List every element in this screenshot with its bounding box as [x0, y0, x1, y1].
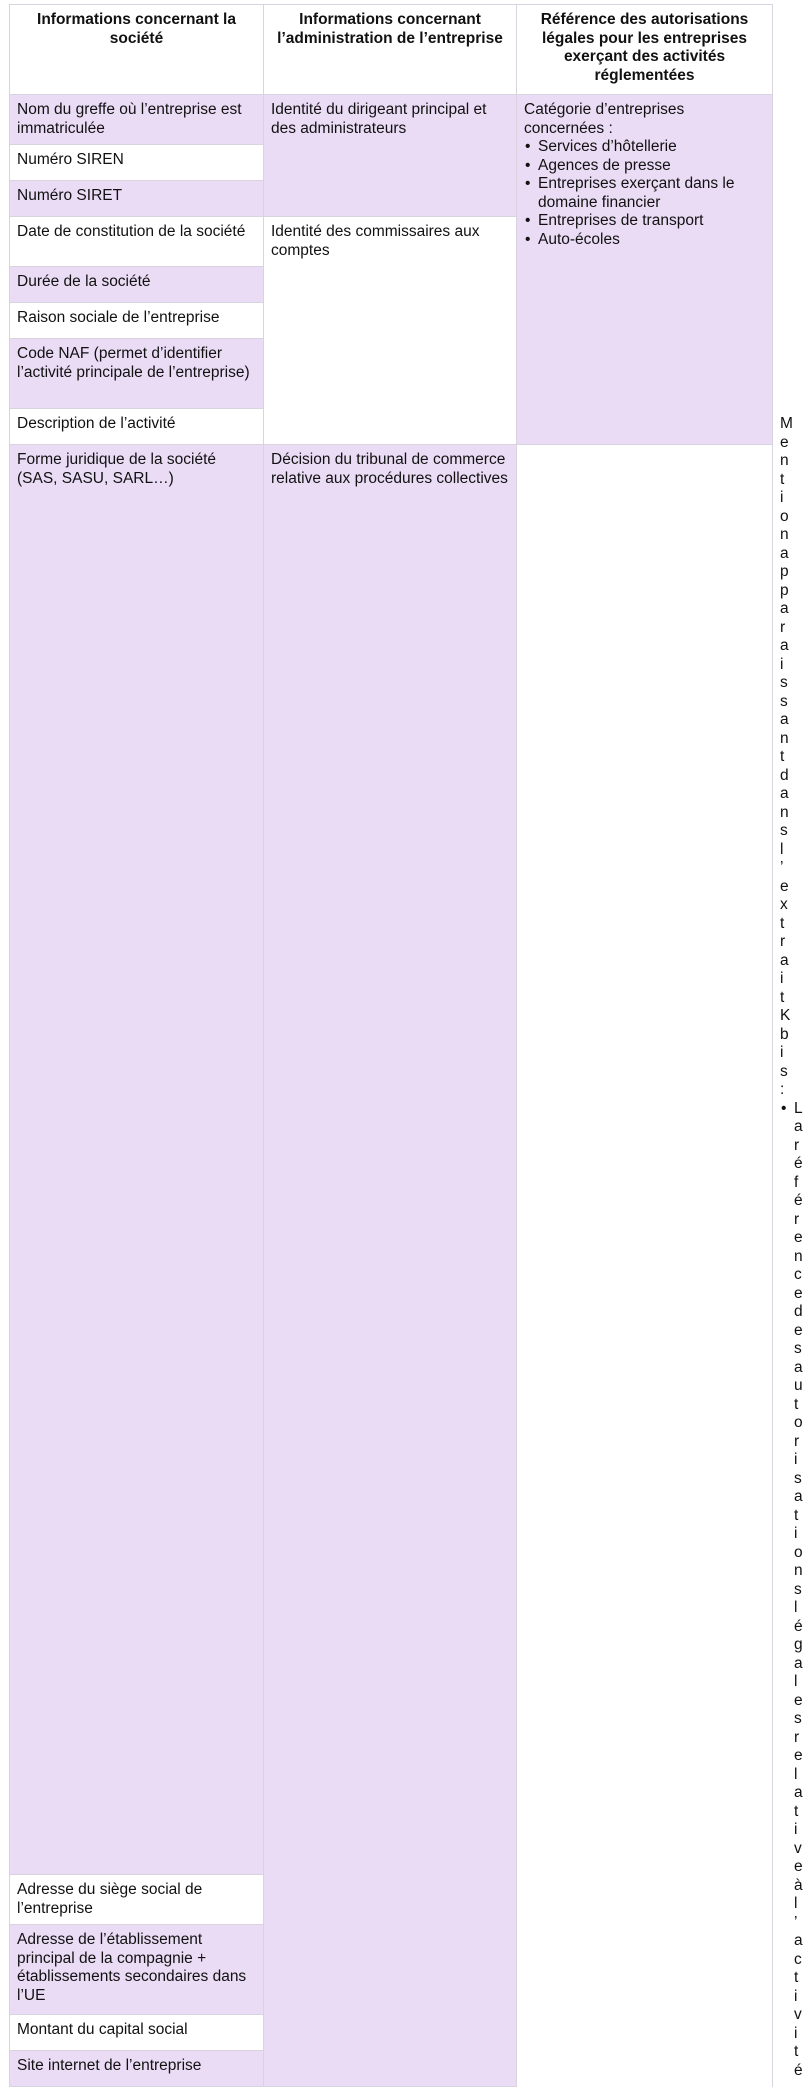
header-company-info: Informations concernant la société [10, 5, 264, 95]
header-authorizations: Référence des autorisations légales pour les entreprises exerçant des activités réglementées [517, 5, 773, 95]
company-info-cell: Description de l’activité [10, 409, 264, 445]
mention-list: La référence des autorisations légales relative à l’activité [794, 1099, 803, 2079]
table-row: Description de l’activité Mention apparaissant dans l’extrait Kbis : La référence des autorisations légales relative à l’activité [10, 409, 773, 445]
administration-cell: Identité du dirigeant principal et des administrateurs [264, 95, 517, 217]
company-info-cell: Site internet de l’entreprise [10, 2051, 264, 2087]
company-info-cell: Nom du greffe où l’entreprise est immatriculée [10, 95, 264, 145]
company-info-cell: Numéro SIREN [10, 145, 264, 181]
list-item: • Auto-écoles [538, 231, 765, 250]
company-info-cell: Durée de la société [10, 267, 264, 303]
company-info-cell: Montant du capital social [10, 2015, 264, 2051]
categories-label: Catégorie d’entreprises concernées : [524, 101, 685, 137]
list-item: • Agences de presse [538, 157, 765, 176]
company-info-cell: Adresse du siège social de l’entreprise [10, 1875, 264, 1925]
list-item: • Services d’hôtellerie [538, 138, 765, 157]
company-info-cell: Code NAF (permet d’identifier l’activité principale de l’entreprise) [10, 339, 264, 409]
header-row [10, 5, 773, 95]
table-row [10, 445, 773, 1875]
company-info-cell: Raison sociale de l’entreprise [10, 303, 264, 339]
company-info-cell: Date de constitution de la société [10, 217, 264, 267]
authorizations-categories-cell [517, 95, 773, 445]
list-item: • Entreprises de transport [538, 212, 765, 231]
list-item: • Entreprises exerçant dans le domaine financier [538, 175, 765, 212]
kbis-information-table [9, 4, 803, 2087]
table-row [10, 95, 773, 145]
company-info-cell: Adresse de l’établissement principal de la compagnie + établissements secondaires dans l’UE [10, 1925, 264, 2015]
administration-cell: Décision du tribunal de commerce relative aux procédures collectives [264, 445, 517, 2087]
administration-cell: Identité des commissaires aux comptes [264, 217, 517, 445]
categories-list [524, 138, 765, 249]
company-info-cell: Forme juridique de la société (SAS, SASU, SARL…) [10, 445, 264, 1875]
header-administration: Informations concernant l’administration de l’entreprise [264, 5, 517, 95]
company-info-cell: Numéro SIRET [10, 181, 264, 217]
